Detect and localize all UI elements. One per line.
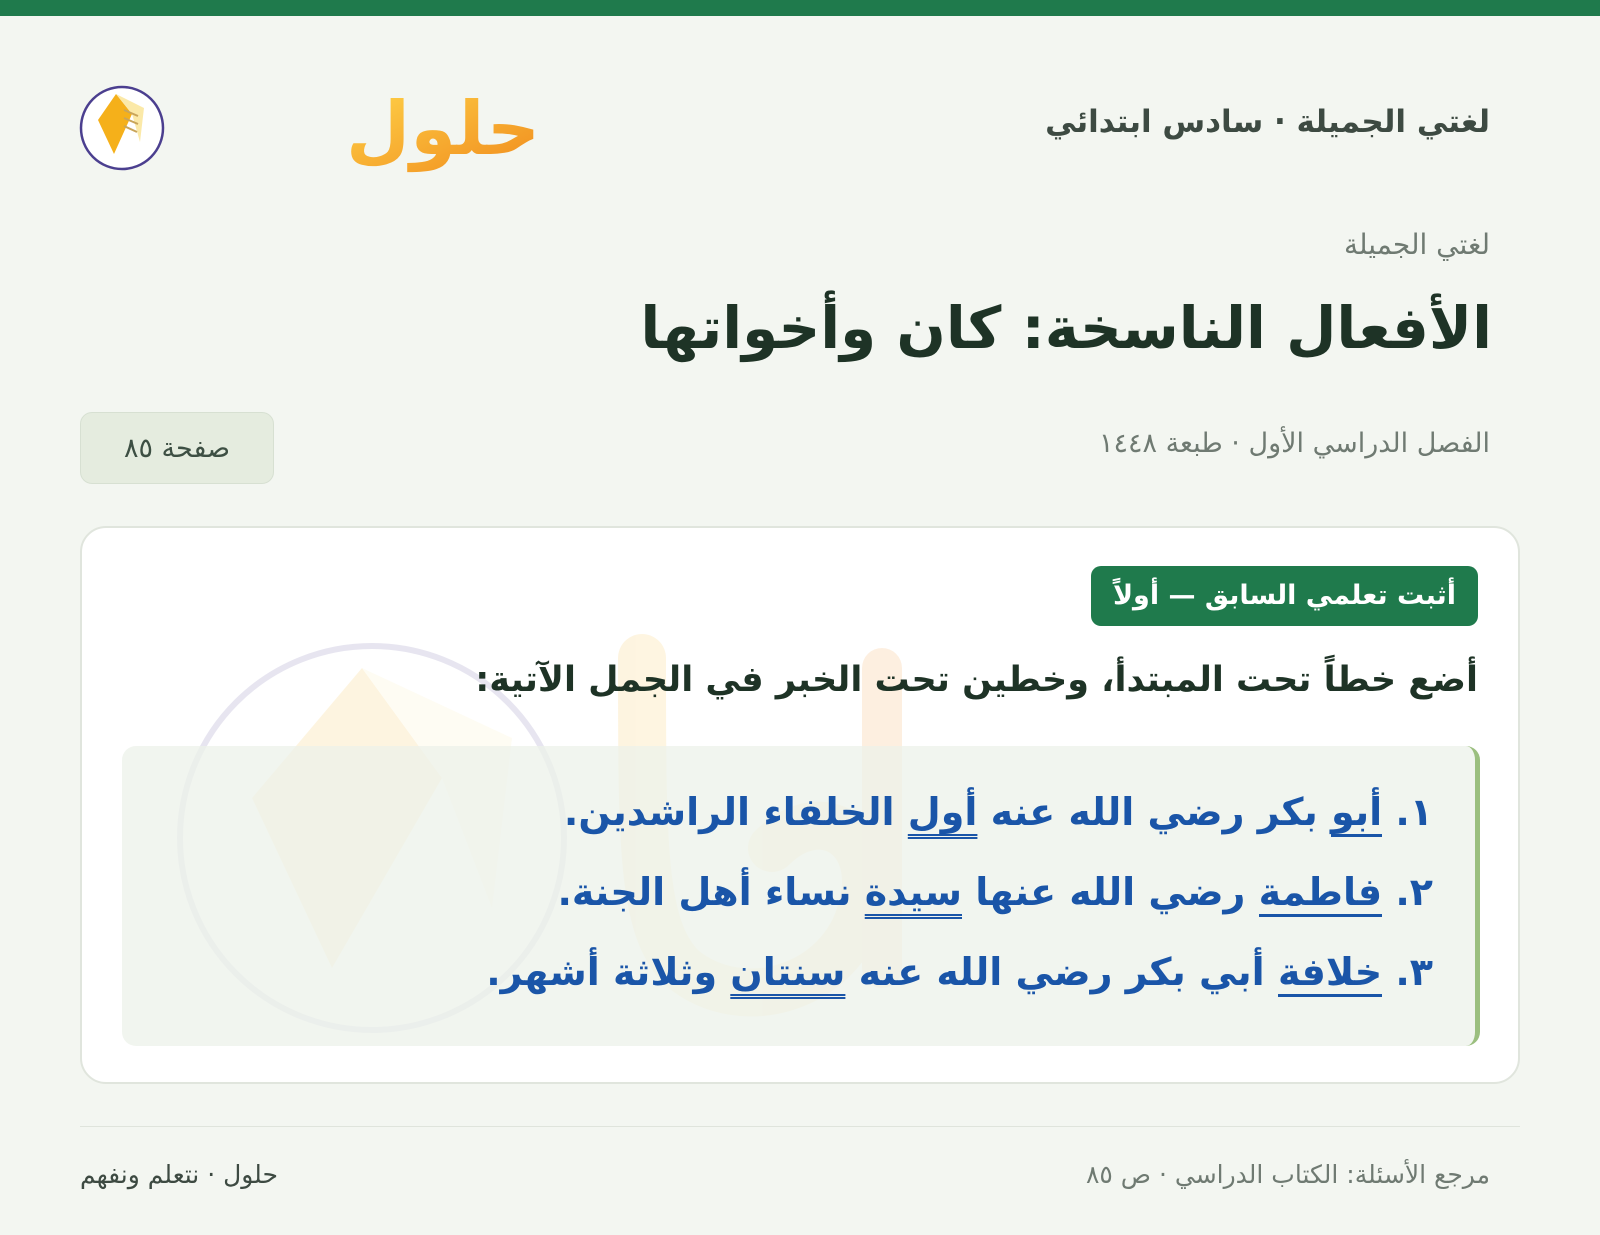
sentence-middle: رضي الله عنها (975, 870, 1246, 914)
hulul-logo (78, 68, 541, 178)
lesson-kicker: لغتي الجميلة (1343, 228, 1490, 261)
sentence-middle: أبي بكر رضي الله عنه (858, 950, 1265, 994)
header-subject: لغتي الجميلة · سادس ابتدائي (1045, 104, 1490, 140)
footer-brand: حلول · نتعلم ونفهم (80, 1160, 278, 1189)
khabar-word: سنتان (730, 950, 846, 994)
section-tag: أثبت تعلمي السابق — أولاً (1091, 566, 1478, 626)
sentence-number: ٣. (1395, 950, 1433, 994)
sentence-3 (122, 932, 1433, 1012)
sentence-number: ٢. (1395, 870, 1433, 914)
logo-text: حلول (346, 86, 541, 172)
mubtada-word: فاطمة (1259, 870, 1382, 917)
sentence-rest: نساء أهل الجنة. (557, 870, 852, 914)
sentence-2 (122, 852, 1433, 932)
footer-divider (80, 1126, 1520, 1127)
mubtada-word: أبو (1331, 790, 1382, 837)
mubtada-word: خلافة (1278, 950, 1382, 997)
top-accent-bar (0, 0, 1600, 16)
lesson-title: الأفعال الناسخة: كان وأخواتها (640, 294, 1492, 362)
sentences-box (122, 746, 1480, 1046)
sentence-rest: الخلفاء الراشدين. (563, 790, 895, 834)
exercise-card (80, 526, 1520, 1084)
sentence-rest: وثلاثة أشهر. (486, 950, 718, 994)
khabar-word: أول (907, 790, 978, 834)
khabar-word: سيدة (864, 870, 962, 914)
sentence-middle: بكر رضي الله عنه (990, 790, 1318, 834)
sentence-number: ١. (1395, 790, 1433, 834)
page-badge: صفحة ٨٥ (80, 412, 274, 484)
edition-info: الفصل الدراسي الأول · طبعة ١٤٤٨ (1098, 428, 1490, 459)
footer-reference: مرجع الأسئلة: الكتاب الدراسي · ص ٨٥ (1085, 1160, 1490, 1189)
sentence-1 (122, 772, 1433, 852)
exercise-instruction: أضع خطاً تحت المبتدأ، وخطين تحت الخبر في الجمل الآتية: (475, 660, 1478, 700)
